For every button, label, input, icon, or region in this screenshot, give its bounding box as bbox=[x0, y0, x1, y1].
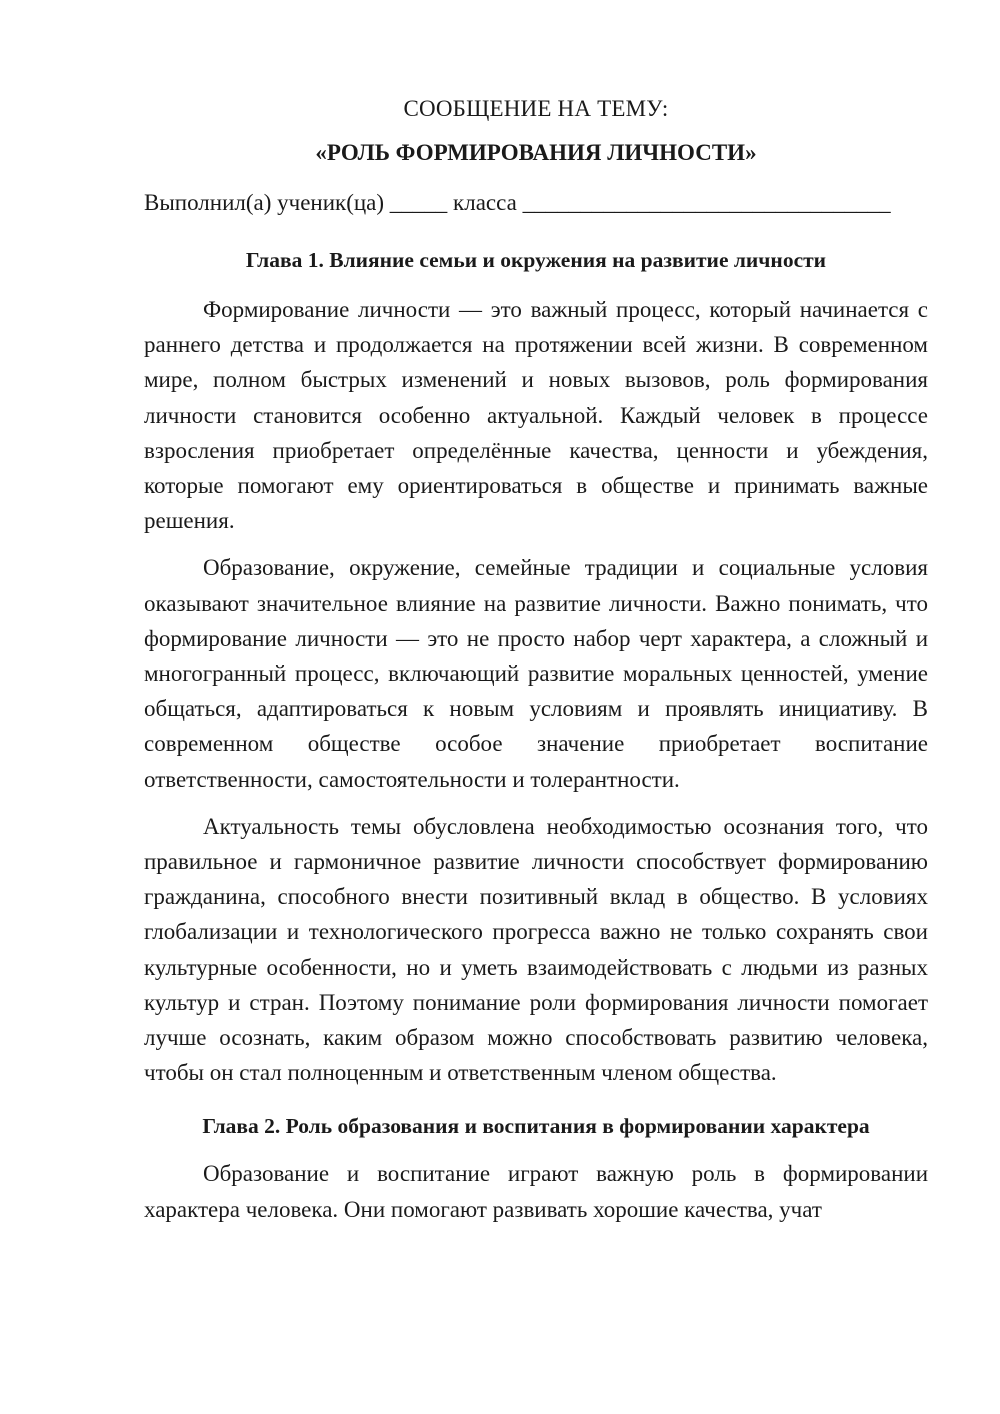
chapter-2-heading: Глава 2. Роль образования и воспитания в формировании характера bbox=[202, 1114, 870, 1139]
paragraph: Образование и воспитание играют важную роль в формировании характера человека. Они помогают развивать хорошие качества, учат bbox=[144, 1161, 928, 1222]
document-page bbox=[144, 92, 928, 1227]
chapter-1-heading: Глава 1. Влияние семьи и окружения на развитие личности bbox=[245, 248, 827, 272]
author-line: Выполнил(а) ученик(ца) _____ класса ________________________________ bbox=[144, 190, 891, 215]
paragraph: Актуальность темы обусловлена необходимостью осознания того, что правильное и гармоничное развитие личности способствует формированию гражданина, способного внести позитивный вклад в общество. В условиях глобализации и технологического прогресса важно не только сохранять свои культурные особенности, но и уметь взаимодействовать с людьми из разных культур и стран. Поэтому понимание роли формирования личности помогает лучше осознать, каким образом можно способствовать развитию человека, чтобы он стал полноценным и ответственным членом общества. bbox=[144, 813, 928, 1086]
title-line-1: СООБЩЕНИЕ НА ТЕМУ: bbox=[403, 96, 669, 121]
paragraph: Формирование личности — это важный процесс, который начинается с раннего детства и продолжается на протяжении всей жизни. В современном мире, полном быстрых изменений и новых вызовов, роль формирования личности становится особенно актуальной. Каждый человек в процессе взросления приобретает определённые качества, ценности и убеждения, которые помогают ему ориентироваться в обществе и принимать важные решения. bbox=[144, 297, 928, 534]
paragraph: Образование, окружение, семейные традиции и социальные условия оказывают значительное влияние на развитие личности. Важно понимать, что формирование личности — это не просто набор черт характера, а сложный и многогранный процесс, включающий развитие моральных ценностей, умение общаться, адаптироваться к новым условиям и проявлять инициативу. В современном обществе особое значение приобретает воспитание ответственности, самостоятельности и толерантности. bbox=[144, 555, 928, 792]
title-line-2: «РОЛЬ ФОРМИРОВАНИЯ ЛИЧНОСТИ» bbox=[315, 140, 757, 165]
